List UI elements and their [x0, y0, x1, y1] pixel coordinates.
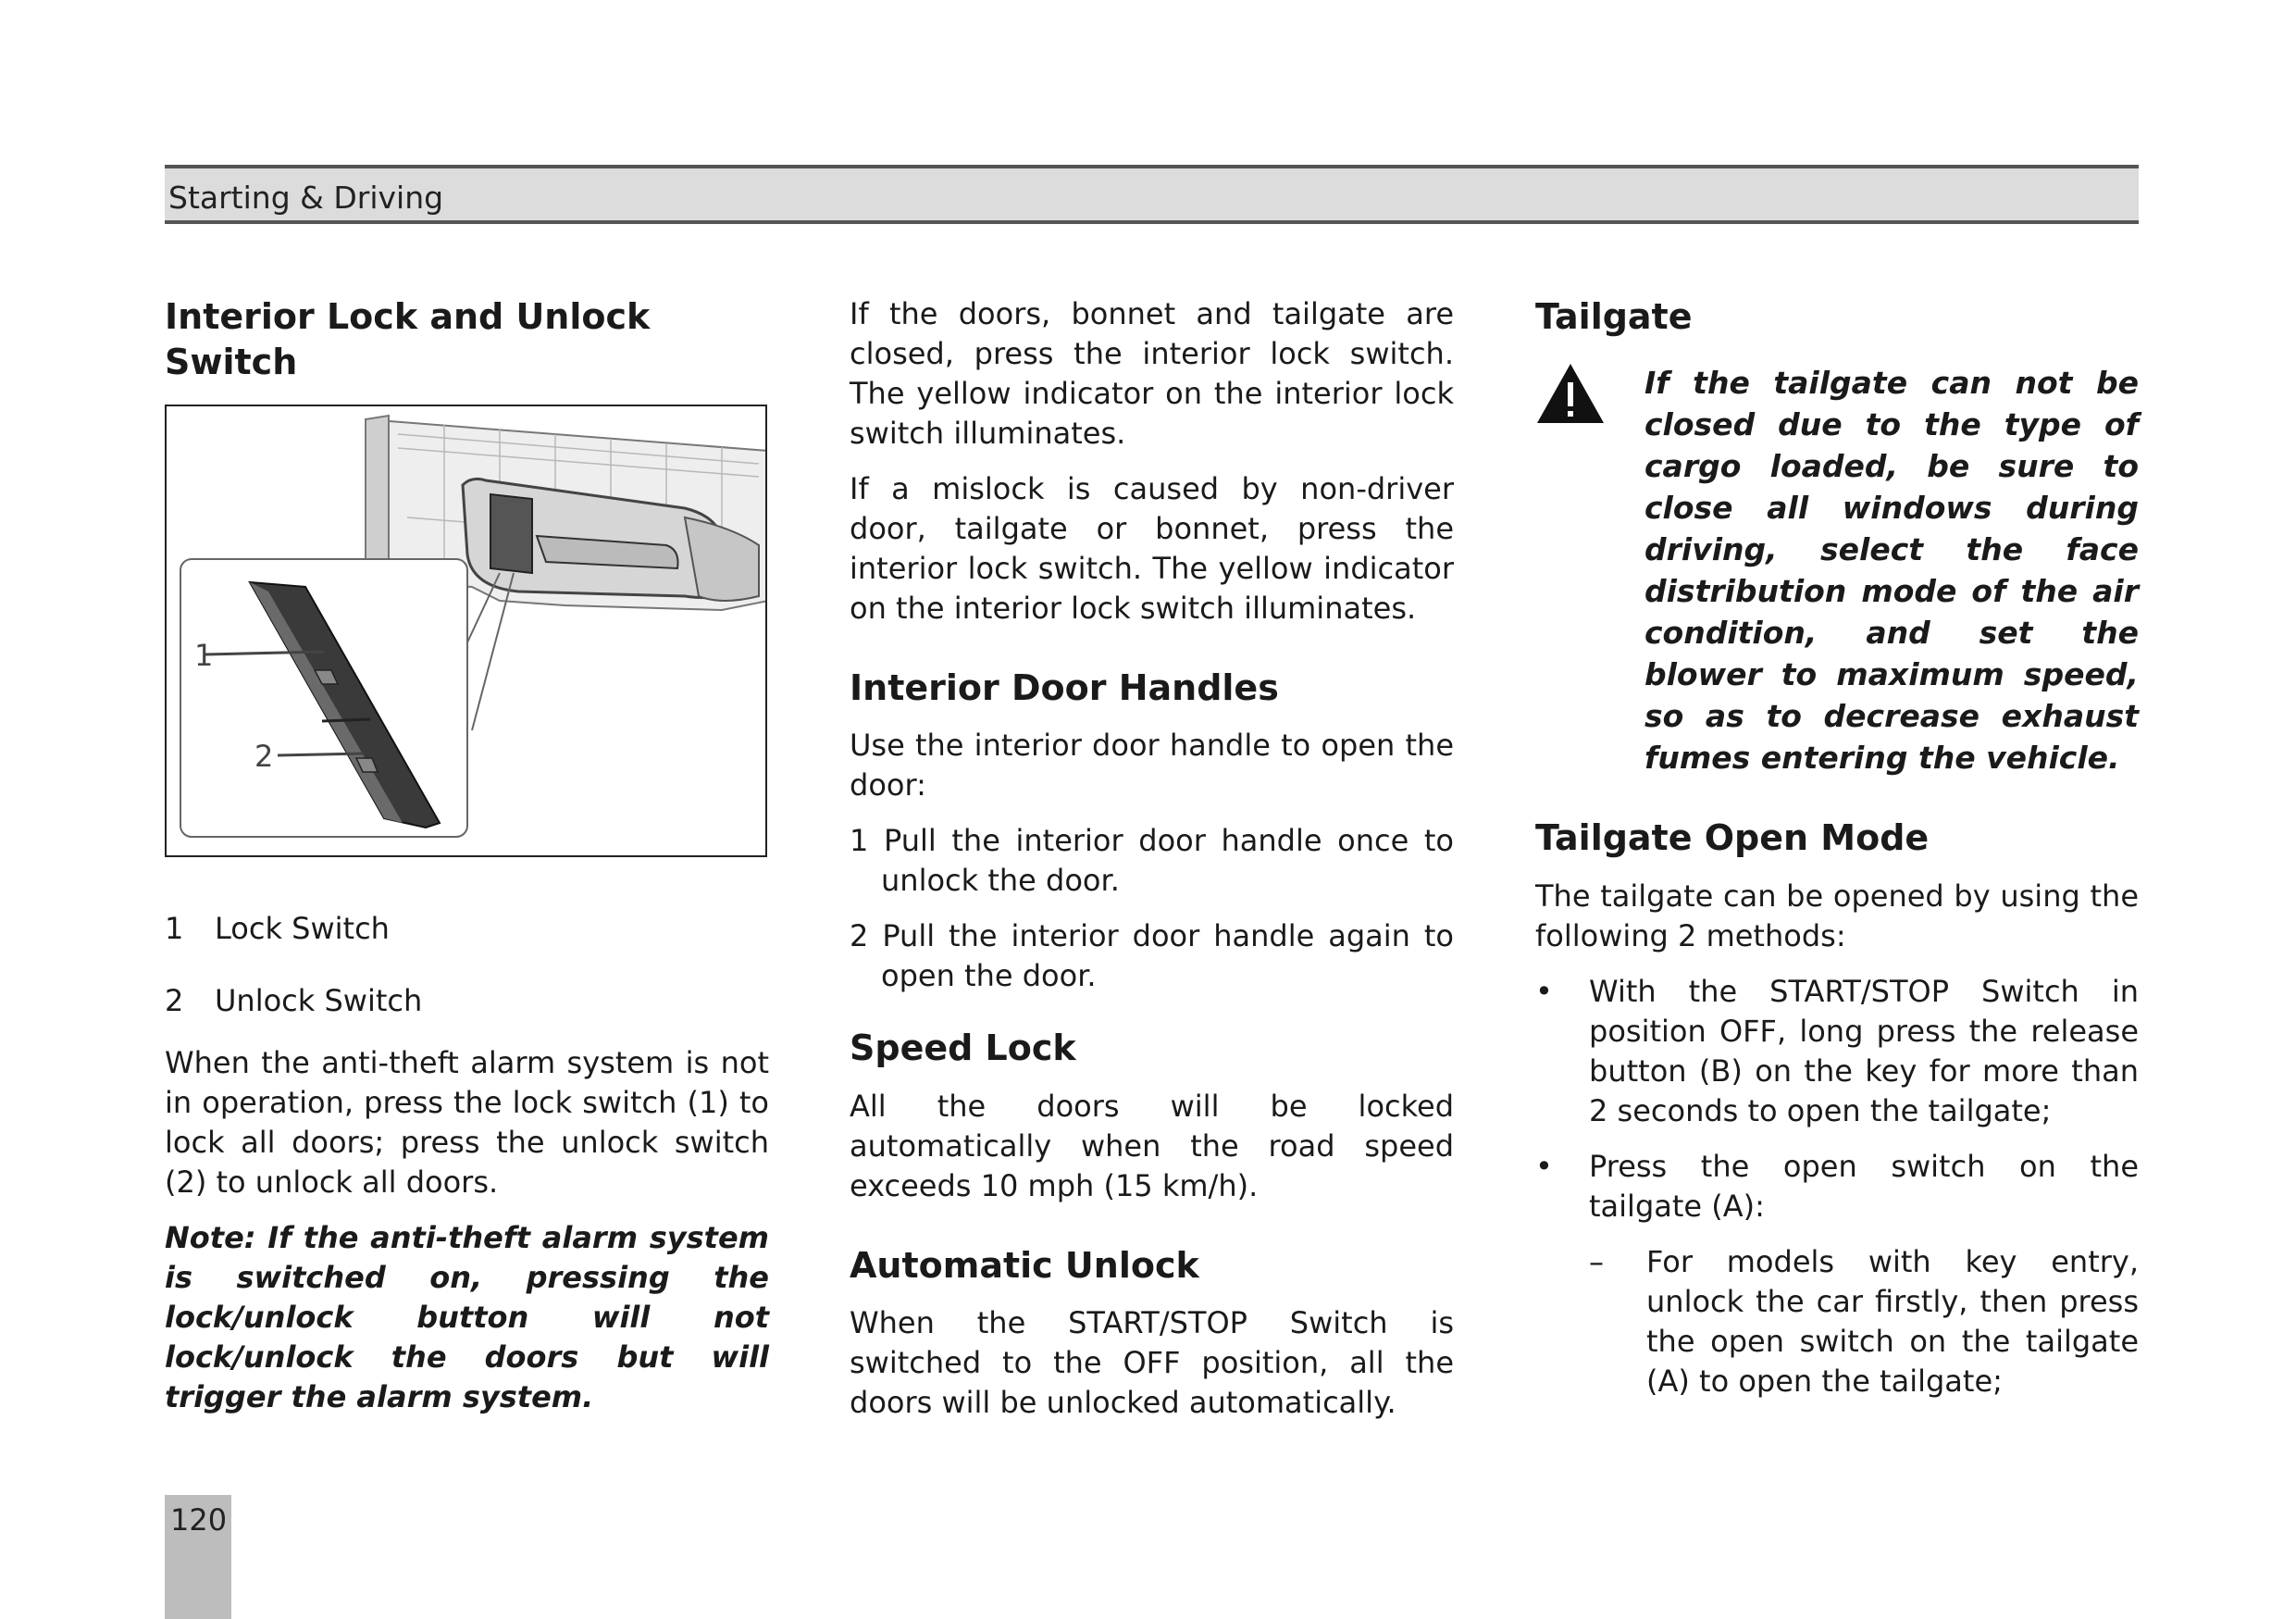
- legend-label: Unlock Switch: [215, 982, 423, 1018]
- section-title: Starting & Driving: [168, 180, 444, 216]
- step-number: 2: [850, 918, 869, 954]
- column-middle: [850, 294, 1454, 1438]
- legend-item-lock-switch: [165, 909, 769, 949]
- speed-lock-heading: Speed Lock: [850, 1027, 1076, 1069]
- figure-label-1: [194, 638, 213, 673]
- tailgate-warning: [1535, 362, 2139, 778]
- list-item: [850, 821, 1454, 901]
- alarm-note: Note: If the anti-theft alarm system is switched on, pressing the lock/unlock button will not lock/unlock the doors but will trigger the alarm system.: [165, 1219, 769, 1414]
- bullet-icon: •: [1535, 1148, 1553, 1184]
- dash-icon: –: [1589, 1243, 1604, 1279]
- figure-label-2: [254, 739, 273, 774]
- lock-switch-heading: Interior Lock and Unlock Switch: [165, 296, 651, 383]
- svg-text:2: 2: [254, 738, 274, 774]
- tailgate-open-mode-heading: Tailgate Open Mode: [1535, 817, 1930, 859]
- warning-icon: [1535, 362, 1606, 425]
- lock-switch-paragraph: When the anti-theft alarm system is not in operation, press the lock switch (1) to lock all doors; press the unlock switch (2) to unlock all doors.: [165, 1044, 769, 1200]
- closed-doors-paragraph: If the doors, bonnet and tailgate are closed, press the interior lock switch. The yellow indicator on the interior lock switch illuminates.: [850, 296, 1454, 451]
- tailgate-open-intro: The tailgate can be opened by using the following 2 methods:: [1535, 878, 2139, 953]
- column-left: [165, 294, 769, 1433]
- door-handles-heading: Interior Door Handles: [850, 667, 1279, 708]
- list-item: [1535, 1147, 2139, 1401]
- legend-item-unlock-switch: [165, 981, 769, 1021]
- door-switch-illustration: [167, 406, 767, 857]
- speed-lock-paragraph: All the doors will be locked automatically when the road speed exceeds 10 mph (15 km/h).: [850, 1088, 1454, 1203]
- list-item: [1535, 972, 2139, 1131]
- tailgate-open-methods: [1535, 972, 2139, 1401]
- sub-list: [1589, 1242, 2139, 1401]
- svg-text:1: 1: [194, 637, 214, 673]
- legend-label: Lock Switch: [215, 910, 390, 946]
- lock-switch-figure: [165, 405, 767, 857]
- page-number-tab: [165, 1495, 231, 1619]
- column-right: [1535, 294, 2139, 1417]
- step-text: Pull the interior door handle once to unlock the door.: [881, 823, 1455, 899]
- automatic-unlock-paragraph: When the START/STOP Switch is switched to the OFF position, all the doors will be unlocked automatically.: [850, 1305, 1454, 1421]
- list-item: [850, 916, 1454, 996]
- step-number: 1: [850, 823, 869, 859]
- method-text: With the START/STOP Switch in position OFF, long press the release button (B) on the key for more than 2 seconds to open the tailgate;: [1589, 973, 2139, 1128]
- legend-number: 2: [165, 982, 184, 1018]
- automatic-unlock-heading: Automatic Unlock: [850, 1244, 1199, 1286]
- door-handle-steps: [850, 821, 1454, 996]
- door-handles-intro: Use the interior door handle to open the door:: [850, 728, 1454, 803]
- bullet-icon: •: [1535, 973, 1553, 1009]
- page-number: 120: [170, 1502, 228, 1538]
- step-text: Pull the interior door handle again to open the door.: [881, 918, 1455, 994]
- sub-method-text: For models with key entry, unlock the car firstly, then press the open switch on the tailgate (A) to open the tailgate;: [1646, 1243, 2139, 1399]
- tailgate-heading: Tailgate: [1535, 296, 1693, 337]
- method-text: Press the open switch on the tailgate (A):: [1589, 1148, 2139, 1224]
- legend-number: 1: [165, 910, 184, 946]
- section-header-bar: [165, 165, 2139, 224]
- list-item: [1589, 1242, 2139, 1401]
- mislock-paragraph: If a mislock is caused by non-driver door, tailgate or bonnet, press the interior lock switch. The yellow indicator on the interior lock switch illuminates.: [850, 471, 1454, 626]
- warning-text: If the tailgate can not be closed due to the type of cargo loaded, be sure to close all windows during driving, select the face distribution mode of the air condition, and set the blower to maximum speed, so as to decrease exhaust fumes entering the vehicle.: [1644, 365, 2139, 777]
